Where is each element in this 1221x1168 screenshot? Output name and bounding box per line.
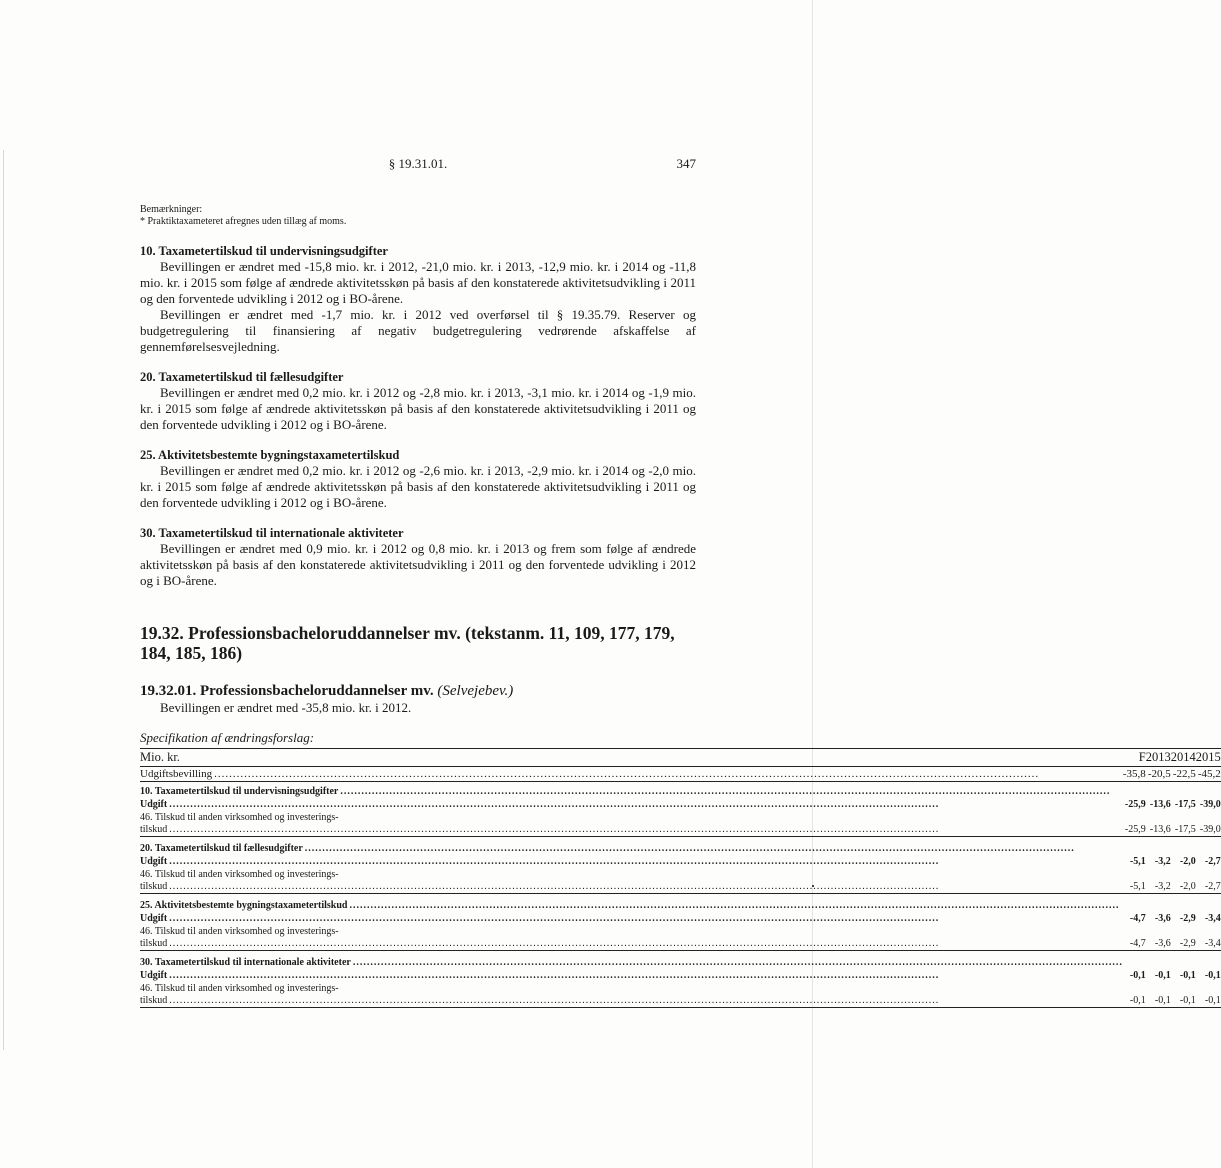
expense-label: Udgift <box>140 913 168 924</box>
heading-19-32: 19.32. Professionsbacheloruddannelser mv. (tekstanm. 11, 109, 177, 179, 184, 185, 186) <box>140 623 675 663</box>
account-row-line2 <box>140 823 1221 837</box>
group-title-cell <box>140 782 1123 799</box>
remarks-note: * Praktiktaxameteret afregnes uden tillæg af moms. <box>140 216 347 227</box>
group-title-row <box>140 782 1221 799</box>
group-title: 25. Aktivitetsbestemte bygningstaxametertilskud <box>140 900 348 911</box>
account-row-line2 <box>140 937 1221 951</box>
account-value: -13,6 <box>1149 824 1171 835</box>
expense-value: -4,7 <box>1129 913 1146 924</box>
account-value: -0,1 <box>1146 994 1171 1008</box>
group-title-row <box>140 951 1221 970</box>
account-label-line2: tilskud <box>140 881 168 892</box>
group-title: 30. Taxametertilskud til internationale aktiviteter <box>140 957 351 968</box>
account-value: -25,9 <box>1124 824 1146 835</box>
budget-value: -45,2 <box>1196 767 1221 782</box>
spec-table <box>140 748 1221 1008</box>
section-paragraph: Bevillingen er ændret med -1,7 mio. kr. i 2012 ved overførsel til § 19.35.79. Reserver og budgetregulering til finansiering af negativ budgetregulering vedrørende afskaffelse af gennemførelsesvejledning. <box>140 307 696 354</box>
spec-title: Specifikation af ændringsforslag: <box>140 730 315 745</box>
group-title-row <box>140 894 1221 913</box>
section-25 <box>140 447 696 511</box>
account-row-line1 <box>140 811 1221 823</box>
budget-label-cell <box>140 767 1123 782</box>
column-header-2014: 2014 <box>1171 749 1196 767</box>
account-label-line2: tilskud <box>140 995 168 1006</box>
column-header-2015: 2015 <box>1196 749 1221 767</box>
account-value: -39,0 <box>1199 824 1221 835</box>
expense-row <box>140 798 1221 811</box>
account-row-line1 <box>140 868 1221 880</box>
expense-label-cell <box>140 798 1123 811</box>
account-row-line1 <box>140 982 1221 994</box>
account-label-line2: tilskud <box>140 824 168 835</box>
heading-19-32-01 <box>140 683 696 700</box>
section-title: 30. Taxametertilskud til internationale aktiviteter <box>140 526 404 540</box>
expense-label-cell <box>140 855 1123 868</box>
account-row-line2 <box>140 994 1221 1008</box>
heading-19-32-01-title: 19.32.01. Professionsbacheloruddannelser mv. <box>140 683 434 699</box>
budget-value: -35,8 <box>1122 768 1146 780</box>
account-value: -3,2 <box>1154 881 1171 892</box>
account-label-cell <box>140 937 1123 951</box>
section-title: 25. Aktivitetsbestemte bygningstaxametertilskud <box>140 448 400 462</box>
column-header-2013: 2013 <box>1146 749 1171 767</box>
header-section-ref: § 19.31.01. <box>388 156 448 171</box>
page-header <box>140 156 696 176</box>
column-header-unit: Mio. kr. <box>140 749 1123 767</box>
expense-row <box>140 855 1221 868</box>
column-header-f: F <box>1123 749 1146 767</box>
expense-value: -17,5 <box>1174 799 1196 810</box>
account-value: -0,1 <box>1123 994 1146 1008</box>
expense-value: -2,9 <box>1179 913 1196 924</box>
account-value: -0,1 <box>1171 994 1196 1008</box>
account-value: -0,1 <box>1196 994 1221 1008</box>
expense-row <box>140 912 1221 925</box>
section-10 <box>140 243 696 355</box>
expense-value: -3,4 <box>1204 913 1221 924</box>
expense-row <box>140 969 1221 982</box>
expense-label-cell <box>140 969 1123 982</box>
expense-value: -25,9 <box>1124 799 1146 810</box>
section-30 <box>140 525 696 589</box>
scan-edge-left <box>3 150 4 1050</box>
account-value: -4,7 <box>1129 938 1146 949</box>
account-label-cell <box>140 880 1123 894</box>
spec-header-row <box>140 749 1221 767</box>
heading-19-32-01-body: Bevillingen er ændret med -35,8 mio. kr. i 2012. <box>160 700 412 715</box>
section-paragraph: Bevillingen er ændret med 0,9 mio. kr. i 2012 og 0,8 mio. kr. i 2013 og frem som følge af ændrede aktivitetsskøn på basis af den konstaterede aktivitetsudvikling i 2011 og den forventede udvikling i 2012 og i BO-årene. <box>140 541 696 588</box>
group-title: 10. Taxametertilskud til undervisningsudgifter <box>140 786 339 797</box>
account-label-line1: 46. Tilskud til anden virksomhed og investerings- <box>140 925 339 937</box>
remarks-title: Bemærkninger: <box>140 204 203 215</box>
budget-value: -20,5 <box>1146 767 1171 782</box>
account-value: -3,6 <box>1154 938 1171 949</box>
expense-value: -2,0 <box>1179 856 1196 867</box>
account-value: -17,5 <box>1174 824 1196 835</box>
section-title: 20. Taxametertilskud til fællesudgifter <box>140 370 344 384</box>
page-content <box>140 204 1221 1008</box>
group-title-row <box>140 837 1221 856</box>
section-title: 10. Taxametertilskud til undervisningsudgifter <box>140 244 388 258</box>
budget-label: Udgiftsbevilling <box>140 768 213 780</box>
page-number: 347 <box>676 156 696 171</box>
budget-value: -22,5 <box>1171 767 1196 782</box>
expense-label: Udgift <box>140 799 168 810</box>
account-value: -3,4 <box>1204 938 1221 949</box>
account-label-line1: 46. Tilskud til anden virksomhed og investerings- <box>140 868 339 880</box>
expense-value: -0,1 <box>1129 970 1146 981</box>
group-title-cell <box>140 951 1123 970</box>
expense-value: -0,1 <box>1154 970 1171 981</box>
account-value: -2,0 <box>1179 881 1196 892</box>
section-paragraph: Bevillingen er ændret med 0,2 mio. kr. i 2012 og -2,8 mio. kr. i 2013, -3,1 mio. kr. i 2014 og -1,9 mio. kr. i 2015 som følge af ændrede aktivitetsskøn på basis af den konstaterede aktivitetsudvikling i 2011 og den forventede udvikling i 2012 og i BO-årene. <box>140 385 696 432</box>
account-row-line2 <box>140 880 1221 894</box>
heading-19-32-01-subtitle: (Selvejebev.) <box>437 683 514 699</box>
group-title: 20. Taxametertilskud til fællesudgifter <box>140 843 303 854</box>
expense-value: -39,0 <box>1199 799 1221 810</box>
account-value: -2,7 <box>1204 881 1221 892</box>
expense-label: Udgift <box>140 970 168 981</box>
expense-value: -3,2 <box>1154 856 1171 867</box>
account-value: -2,9 <box>1179 938 1196 949</box>
group-title-cell <box>140 894 1123 913</box>
account-label-line1: 46. Tilskud til anden virksomhed og investerings- <box>140 811 339 823</box>
expense-label: Udgift <box>140 856 168 867</box>
account-value: -5,1 <box>1129 881 1146 892</box>
section-paragraph: Bevillingen er ændret med 0,2 mio. kr. i 2012 og -2,6 mio. kr. i 2013, -2,9 mio. kr. i 2014 og -2,0 mio. kr. i 2015 som følge af ændrede aktivitetsskøn på basis af den konstaterede aktivitetsudvikling i 2011 og den forventede udvikling i 2012 og i BO-årene. <box>140 463 696 510</box>
expense-value: -13,6 <box>1149 799 1171 810</box>
budget-row <box>140 767 1221 782</box>
section-20 <box>140 369 696 433</box>
expense-value: -0,1 <box>1204 970 1221 981</box>
account-label-line2: tilskud <box>140 938 168 949</box>
account-label-line1: 46. Tilskud til anden virksomhed og investerings- <box>140 982 339 994</box>
expense-label-cell <box>140 912 1123 925</box>
account-label-cell <box>140 823 1123 837</box>
expense-value: -2,7 <box>1204 856 1221 867</box>
expense-value: -5,1 <box>1129 856 1146 867</box>
section-paragraph: Bevillingen er ændret med -15,8 mio. kr. i 2012, -21,0 mio. kr. i 2013, -12,9 mio. kr. i 2014 og -11,8 mio. kr. i 2015 som følge af ændrede aktivitetsskøn på basis af den konstaterede aktivitetsudvikling i 2011 og den forventede udvikling i 2012 og i BO-årene. <box>140 259 696 306</box>
group-title-cell <box>140 837 1123 856</box>
expense-value: -0,1 <box>1179 970 1196 981</box>
account-label-cell <box>140 994 1123 1008</box>
expense-value: -3,6 <box>1154 913 1171 924</box>
account-row-line1 <box>140 925 1221 937</box>
